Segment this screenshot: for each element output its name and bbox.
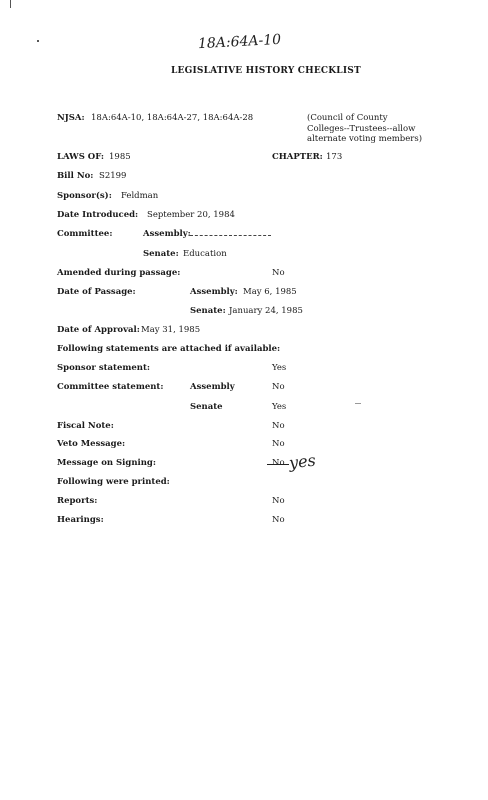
committee-statement-senate-label: Senate (190, 402, 223, 412)
sponsor-label: Sponsor(s): (57, 191, 112, 201)
committee-assembly-label: Assembly: (143, 229, 191, 239)
laws-of-value: 1985 (109, 152, 131, 162)
handwritten-yes: yes (288, 450, 317, 473)
date-of-approval-label: Date of Approval: (57, 325, 140, 335)
amended-label: Amended during passage: (57, 268, 181, 278)
hearings-value: No (272, 515, 285, 525)
strikethrough-mark (267, 464, 289, 465)
handwritten-code: 18A:64A-10 (197, 31, 282, 53)
sponsor-statement-value: Yes (272, 363, 287, 373)
committee-senate-label: Senate: (143, 249, 179, 259)
njsa-note-line-1: (Council of County (307, 113, 388, 123)
bill-no-label: Bill No: (57, 171, 94, 181)
scan-speck (37, 40, 39, 42)
passage-assembly-value: May 6, 1985 (243, 287, 297, 297)
passage-senate-label: Senate: (190, 306, 226, 316)
scan-mark (10, 0, 11, 8)
njsa-note-line-2: Colleges--Trustees--allow (307, 124, 416, 134)
message-on-signing-value: No (272, 458, 285, 468)
fiscal-note-label: Fiscal Note: (57, 421, 114, 431)
veto-message-label: Veto Message: (57, 439, 126, 449)
laws-of-label: LAWS OF: (57, 152, 105, 162)
fiscal-note-value: No (272, 421, 285, 431)
njsa-label: NJSA: (57, 113, 85, 123)
sponsor-statement-label: Sponsor statement: (57, 363, 151, 373)
amended-value: No (272, 268, 285, 278)
date-of-passage-label: Date of Passage: (57, 287, 136, 297)
bill-no-value: S2199 (99, 171, 127, 181)
njsa-value: 18A:64A-10, 18A:64A-27, 18A:64A-28 (91, 113, 254, 123)
committee-label: Committee: (57, 229, 113, 239)
committee-statement-assembly-label: Assembly (190, 382, 235, 392)
veto-message-value: No (272, 439, 285, 449)
committee-statement-senate-value: Yes (272, 402, 287, 412)
message-on-signing-label: Message on Signing: (57, 458, 156, 468)
date-of-approval-value: May 31, 1985 (141, 325, 201, 335)
chapter-value: 173 (326, 152, 343, 162)
passage-senate-value: January 24, 1985 (229, 306, 303, 316)
reports-label: Reports: (57, 496, 98, 506)
date-introduced-value: September 20, 1984 (147, 210, 235, 220)
scan-speck (355, 403, 361, 404)
njsa-note-line-3: alternate voting members) (307, 134, 423, 144)
sponsor-value: Feldman (121, 191, 159, 201)
committee-senate-value: Education (183, 249, 227, 259)
printed-heading: Following were printed: (57, 477, 170, 487)
reports-value: No (272, 496, 285, 506)
passage-assembly-label: Assembly: (190, 287, 238, 297)
chapter-label: CHAPTER: (272, 152, 323, 162)
committee-assembly-blank-line (190, 235, 271, 236)
committee-statement-assembly-value: No (272, 382, 285, 392)
statements-heading: Following statements are attached if available: (57, 344, 281, 354)
date-introduced-label: Date Introduced: (57, 210, 139, 220)
page-title: LEGISLATIVE HISTORY CHECKLIST (171, 66, 361, 76)
hearings-label: Hearings: (57, 515, 104, 525)
committee-statement-label: Committee statement: (57, 382, 164, 392)
